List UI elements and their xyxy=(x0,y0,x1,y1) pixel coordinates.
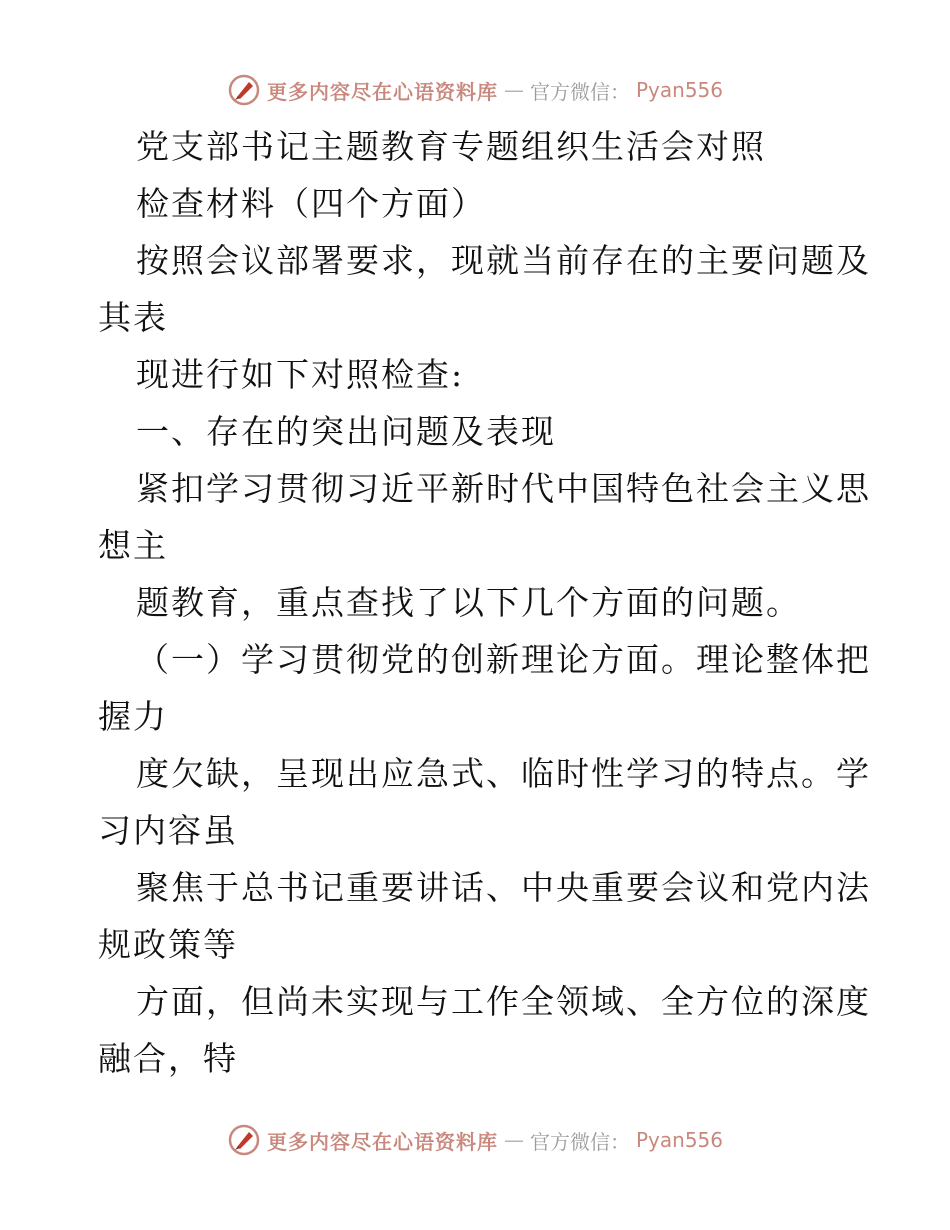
paragraph-line: 方面，但尚未实现与工作全领域、全方位的深度 xyxy=(136,982,871,1021)
paragraph-line: 现进行如下对照检查: xyxy=(136,355,465,394)
paragraph-line: 聚焦于总书记重要讲话、中央重要会议和党内法 xyxy=(136,868,871,907)
watermark-wechat-label: 官方微信： xyxy=(529,1129,630,1154)
document-title-line-2: 检查材料（四个方面） xyxy=(136,184,486,223)
paragraph-line: 按照会议部署要求，现就当前存在的主要问题及 xyxy=(136,241,871,280)
subsection-heading: （一）学习贯彻党的创新理论方面。理论整体把 xyxy=(136,640,871,679)
watermark-wechat-label: 官方微信： xyxy=(529,79,630,104)
paragraph-line: 紧扣学习贯彻习近平新时代中国特色社会主义思 xyxy=(136,469,871,508)
watermark-site-text: 更多内容尽在心语资料库 xyxy=(266,79,498,104)
watermark-wechat-id: Pyan556 xyxy=(635,1128,723,1152)
watermark-site-text: 更多内容尽在心语资料库 xyxy=(266,1129,498,1154)
document-body xyxy=(98,118,871,1087)
watermark-header xyxy=(0,70,950,110)
pen-nib-logo-icon xyxy=(227,1123,261,1157)
watermark-dash: — xyxy=(503,78,524,102)
paragraph-line: 其表 xyxy=(98,298,168,337)
paragraph-line: 题教育，重点查找了以下几个方面的问题。 xyxy=(136,583,801,622)
watermark-wechat-id: Pyan556 xyxy=(635,78,723,102)
pen-nib-logo-icon xyxy=(227,73,261,107)
paragraph-line: 想主 xyxy=(98,526,168,565)
paragraph-line: 融合，特 xyxy=(98,1039,238,1078)
paragraph-line: 握力 xyxy=(98,697,168,736)
paragraph-line: 规政策等 xyxy=(98,925,238,964)
document-title-line-1: 党支部书记主题教育专题组织生活会对照 xyxy=(136,127,766,166)
paragraph-line: 度欠缺，呈现出应急式、临时性学习的特点。学 xyxy=(136,754,871,793)
section-heading: 一、存在的突出问题及表现 xyxy=(136,412,556,451)
paragraph-line: 习内容虽 xyxy=(98,811,238,850)
watermark-footer xyxy=(0,1120,950,1160)
watermark-dash: — xyxy=(503,1128,524,1152)
